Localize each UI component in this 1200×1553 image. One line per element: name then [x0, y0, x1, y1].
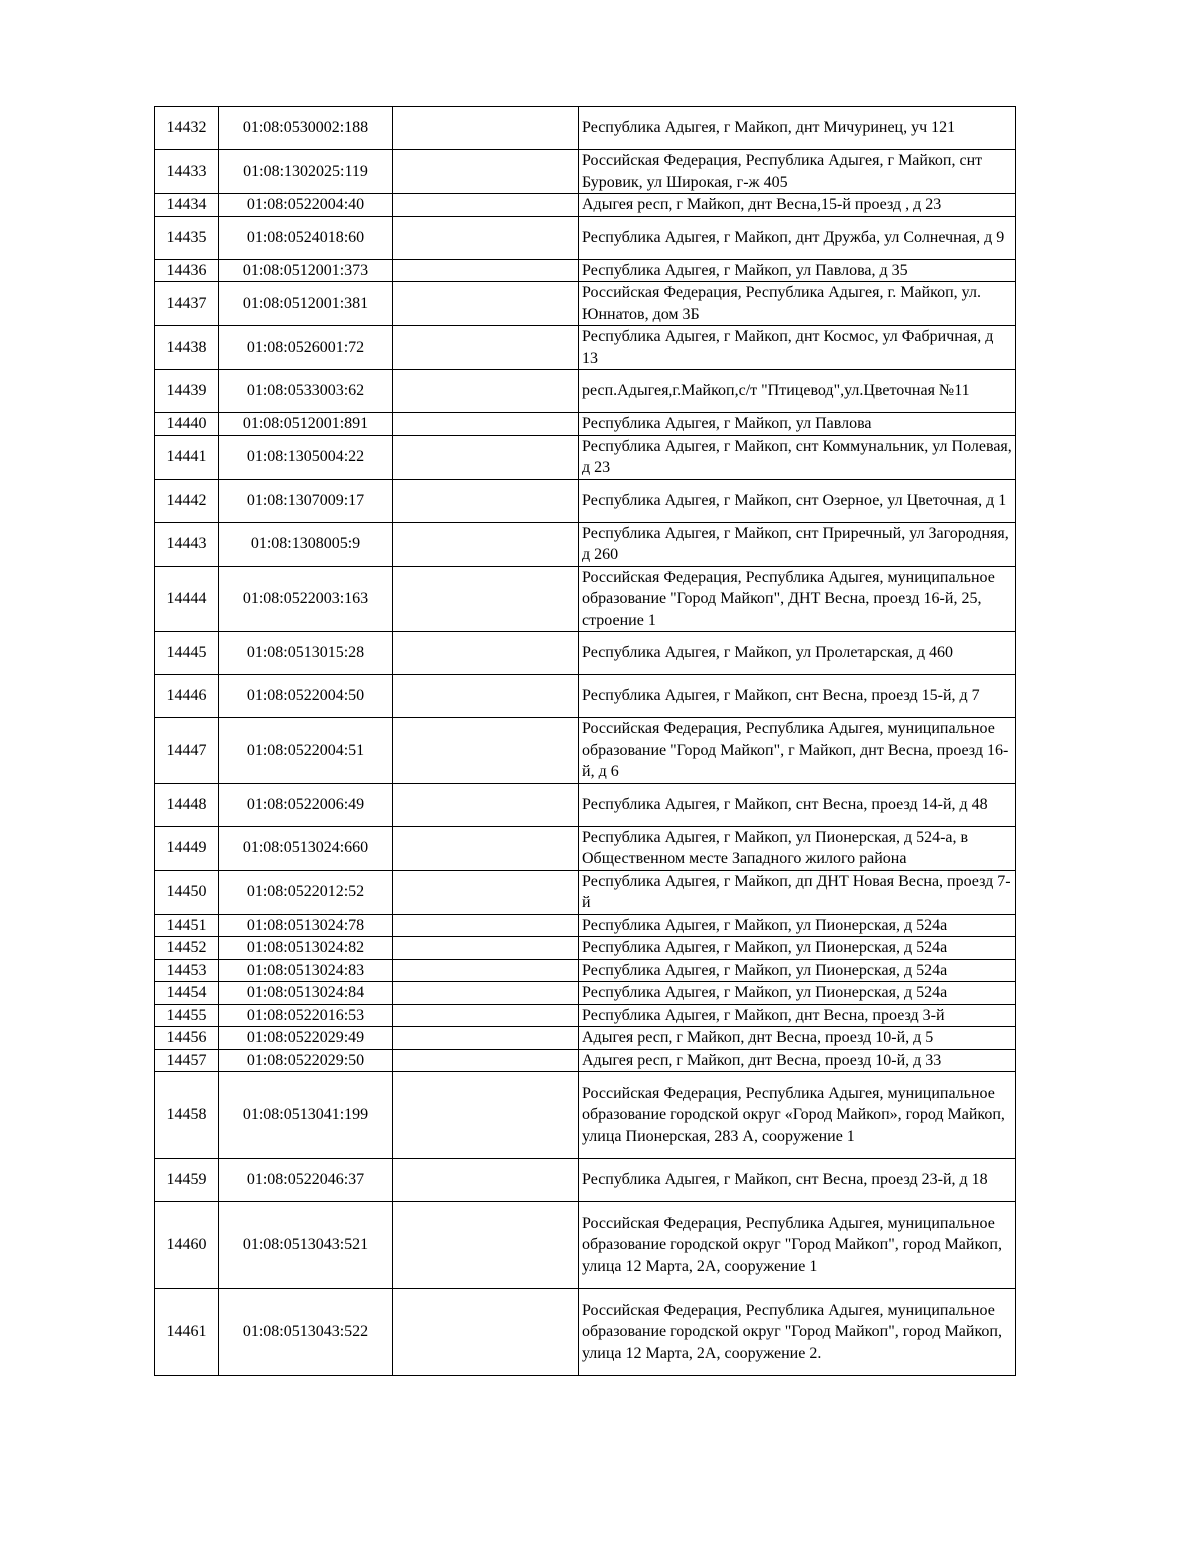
row-number-cell: 14441	[155, 435, 219, 479]
row-number-cell: 14436	[155, 259, 219, 282]
registry-body	[155, 107, 1016, 1376]
empty-cell	[393, 1159, 579, 1202]
table-row	[155, 1027, 1016, 1050]
empty-cell	[393, 783, 579, 826]
row-number-cell: 14451	[155, 914, 219, 937]
table-row	[155, 1202, 1016, 1289]
registry-table	[154, 106, 1016, 1376]
empty-cell	[393, 435, 579, 479]
row-number-cell: 14435	[155, 216, 219, 259]
address-cell: Республика Адыгея, г Майкоп, днт Весна, проезд 3-й	[579, 1004, 1016, 1027]
empty-cell	[393, 150, 579, 194]
empty-cell	[393, 982, 579, 1005]
cadastral-number-cell: 01:08:0513024:660	[219, 826, 393, 870]
empty-cell	[393, 1027, 579, 1050]
cadastral-number-cell: 01:08:0513041:199	[219, 1072, 393, 1159]
row-number-cell: 14438	[155, 326, 219, 370]
empty-cell	[393, 107, 579, 150]
address-cell: Республика Адыгея, г Майкоп, днт Мичуринец, уч 121	[579, 107, 1016, 150]
table-row	[155, 413, 1016, 436]
table-row	[155, 1159, 1016, 1202]
address-cell: Республика Адыгея, г Майкоп, днт Космос, ул Фабричная, д 13	[579, 326, 1016, 370]
cadastral-number-cell: 01:08:1308005:9	[219, 522, 393, 566]
table-row	[155, 216, 1016, 259]
cadastral-number-cell: 01:08:0513024:83	[219, 959, 393, 982]
empty-cell	[393, 479, 579, 522]
cadastral-number-cell: 01:08:1305004:22	[219, 435, 393, 479]
address-cell: Республика Адыгея, г Майкоп, днт Дружба, ул Солнечная, д 9	[579, 216, 1016, 259]
row-number-cell: 14434	[155, 194, 219, 217]
address-cell: Республика Адыгея, г Майкоп, ул Пролетарская, д 460	[579, 632, 1016, 675]
table-row	[155, 870, 1016, 914]
empty-cell	[393, 566, 579, 632]
cadastral-number-cell: 01:08:0522016:53	[219, 1004, 393, 1027]
table-row	[155, 435, 1016, 479]
cadastral-number-cell: 01:08:0513024:82	[219, 937, 393, 960]
address-cell: Республика Адыгея, г Майкоп, снт Весна, проезд 14-й, д 48	[579, 783, 1016, 826]
table-row	[155, 370, 1016, 413]
table-row	[155, 826, 1016, 870]
address-cell: Республика Адыгея, г Майкоп, ул Пионерская, д 524а	[579, 914, 1016, 937]
row-number-cell: 14461	[155, 1289, 219, 1376]
row-number-cell: 14448	[155, 783, 219, 826]
address-cell: Республика Адыгея, г Майкоп, снт Озерное, ул Цветочная, д 1	[579, 479, 1016, 522]
row-number-cell: 14456	[155, 1027, 219, 1050]
cadastral-number-cell: 01:08:0526001:72	[219, 326, 393, 370]
address-cell: Российская Федерация, Республика Адыгея, муниципальное образование "Город Майкоп", ДНТ Весна, проезд 16-й, 25, строение 1	[579, 566, 1016, 632]
empty-cell	[393, 1049, 579, 1072]
table-row	[155, 914, 1016, 937]
cadastral-number-cell: 01:08:0513043:522	[219, 1289, 393, 1376]
cadastral-number-cell: 01:08:0524018:60	[219, 216, 393, 259]
address-cell: Республика Адыгея, г Майкоп, ул Пионерская, д 524-а, в Общественном месте Западного жилого района	[579, 826, 1016, 870]
table-row	[155, 107, 1016, 150]
row-number-cell: 14443	[155, 522, 219, 566]
table-row	[155, 282, 1016, 326]
empty-cell	[393, 259, 579, 282]
address-cell: Республика Адыгея, г Майкоп, ул Пионерская, д 524а	[579, 959, 1016, 982]
empty-cell	[393, 718, 579, 784]
table-row	[155, 194, 1016, 217]
cadastral-number-cell: 01:08:0512001:373	[219, 259, 393, 282]
row-number-cell: 14445	[155, 632, 219, 675]
row-number-cell: 14439	[155, 370, 219, 413]
address-cell: Республика Адыгея, г Майкоп, ул Пионерская, д 524а	[579, 937, 1016, 960]
row-number-cell: 14458	[155, 1072, 219, 1159]
empty-cell	[393, 870, 579, 914]
cadastral-number-cell: 01:08:1307009:17	[219, 479, 393, 522]
empty-cell	[393, 914, 579, 937]
empty-cell	[393, 413, 579, 436]
address-cell: Российская Федерация, Республика Адыгея, г. Майкоп, ул. Юннатов, дом 3Б	[579, 282, 1016, 326]
row-number-cell: 14446	[155, 675, 219, 718]
row-number-cell: 14452	[155, 937, 219, 960]
cadastral-number-cell: 01:08:0522029:50	[219, 1049, 393, 1072]
table-row	[155, 259, 1016, 282]
address-cell: Российская Федерация, Республика Адыгея, муниципальное образование городской округ "Город Майкоп", город Майкоп, улица 12 Марта, 2А, сооружение 2.	[579, 1289, 1016, 1376]
row-number-cell: 14453	[155, 959, 219, 982]
address-cell: респ.Адыгея,г.Майкоп,с/т "Птицевод",ул.Цветочная №11	[579, 370, 1016, 413]
table-row	[155, 632, 1016, 675]
table-row	[155, 326, 1016, 370]
row-number-cell: 14455	[155, 1004, 219, 1027]
table-row	[155, 1004, 1016, 1027]
empty-cell	[393, 216, 579, 259]
address-cell: Российская Федерация, Республика Адыгея, муниципальное образование городской округ «Город Майкоп», город Майкоп, улица Пионерская, 283 А, сооружение 1	[579, 1072, 1016, 1159]
row-number-cell: 14437	[155, 282, 219, 326]
table-row	[155, 937, 1016, 960]
cadastral-number-cell: 01:08:0522046:37	[219, 1159, 393, 1202]
table-row	[155, 1289, 1016, 1376]
empty-cell	[393, 282, 579, 326]
table-row	[155, 150, 1016, 194]
empty-cell	[393, 326, 579, 370]
cadastral-number-cell: 01:08:0513024:84	[219, 982, 393, 1005]
row-number-cell: 14460	[155, 1202, 219, 1289]
cadastral-number-cell: 01:08:0522012:52	[219, 870, 393, 914]
table-row	[155, 522, 1016, 566]
empty-cell	[393, 959, 579, 982]
table-row	[155, 479, 1016, 522]
address-cell: Республика Адыгея, г Майкоп, снт Весна, проезд 23-й, д 18	[579, 1159, 1016, 1202]
cadastral-number-cell: 01:08:0513043:521	[219, 1202, 393, 1289]
address-cell: Республика Адыгея, г Майкоп, снт Приречный, ул Загородняя, д 260	[579, 522, 1016, 566]
row-number-cell: 14447	[155, 718, 219, 784]
cadastral-number-cell: 01:08:0522029:49	[219, 1027, 393, 1050]
cadastral-number-cell: 01:08:0522006:49	[219, 783, 393, 826]
address-cell: Адыгея респ, г Майкоп, днт Весна, проезд 10-й, д 5	[579, 1027, 1016, 1050]
cadastral-number-cell: 01:08:0512001:381	[219, 282, 393, 326]
empty-cell	[393, 1202, 579, 1289]
row-number-cell: 14457	[155, 1049, 219, 1072]
table-row	[155, 675, 1016, 718]
address-cell: Республика Адыгея, г Майкоп, ул Пионерская, д 524а	[579, 982, 1016, 1005]
table-row	[155, 959, 1016, 982]
row-number-cell: 14442	[155, 479, 219, 522]
empty-cell	[393, 675, 579, 718]
cadastral-number-cell: 01:08:0530002:188	[219, 107, 393, 150]
address-cell: Республика Адыгея, г Майкоп, ул Павлова	[579, 413, 1016, 436]
empty-cell	[393, 1004, 579, 1027]
row-number-cell: 14449	[155, 826, 219, 870]
cadastral-number-cell: 01:08:0522004:50	[219, 675, 393, 718]
row-number-cell: 14459	[155, 1159, 219, 1202]
row-number-cell: 14454	[155, 982, 219, 1005]
address-cell: Российская Федерация, Республика Адыгея, г Майкоп, снт Буровик, ул Широкая, г-ж 405	[579, 150, 1016, 194]
row-number-cell: 14444	[155, 566, 219, 632]
cadastral-number-cell: 01:08:0513024:78	[219, 914, 393, 937]
address-cell: Республика Адыгея, г Майкоп, снт Коммунальник, ул Полевая, д 23	[579, 435, 1016, 479]
row-number-cell: 14440	[155, 413, 219, 436]
address-cell: Республика Адыгея, г Майкоп, снт Весна, проезд 15-й, д 7	[579, 675, 1016, 718]
empty-cell	[393, 632, 579, 675]
cadastral-number-cell: 01:08:1302025:119	[219, 150, 393, 194]
address-cell: Адыгея респ, г Майкоп, днт Весна, проезд 10-й, д 33	[579, 1049, 1016, 1072]
empty-cell	[393, 370, 579, 413]
empty-cell	[393, 1072, 579, 1159]
table-row	[155, 1049, 1016, 1072]
address-cell: Республика Адыгея, г Майкоп, дп ДНТ Новая Весна, проезд 7-й	[579, 870, 1016, 914]
address-cell: Адыгея респ, г Майкоп, днт Весна,15-й проезд , д 23	[579, 194, 1016, 217]
table-row	[155, 718, 1016, 784]
empty-cell	[393, 1289, 579, 1376]
table-row	[155, 566, 1016, 632]
address-cell: Российская Федерация, Республика Адыгея, муниципальное образование "Город Майкоп", г Майкоп, днт Весна, проезд 16-й, д 6	[579, 718, 1016, 784]
cadastral-number-cell: 01:08:0512001:891	[219, 413, 393, 436]
table-row	[155, 982, 1016, 1005]
address-cell: Республика Адыгея, г Майкоп, ул Павлова, д 35	[579, 259, 1016, 282]
empty-cell	[393, 522, 579, 566]
row-number-cell: 14433	[155, 150, 219, 194]
empty-cell	[393, 826, 579, 870]
table-row	[155, 783, 1016, 826]
row-number-cell: 14432	[155, 107, 219, 150]
cadastral-number-cell: 01:08:0513015:28	[219, 632, 393, 675]
address-cell: Российская Федерация, Республика Адыгея, муниципальное образование городской округ "Город Майкоп", город Майкоп, улица 12 Марта, 2А, сооружение 1	[579, 1202, 1016, 1289]
cadastral-number-cell: 01:08:0533003:62	[219, 370, 393, 413]
cadastral-number-cell: 01:08:0522003:163	[219, 566, 393, 632]
cadastral-number-cell: 01:08:0522004:51	[219, 718, 393, 784]
row-number-cell: 14450	[155, 870, 219, 914]
cadastral-number-cell: 01:08:0522004:40	[219, 194, 393, 217]
empty-cell	[393, 194, 579, 217]
table-row	[155, 1072, 1016, 1159]
empty-cell	[393, 937, 579, 960]
